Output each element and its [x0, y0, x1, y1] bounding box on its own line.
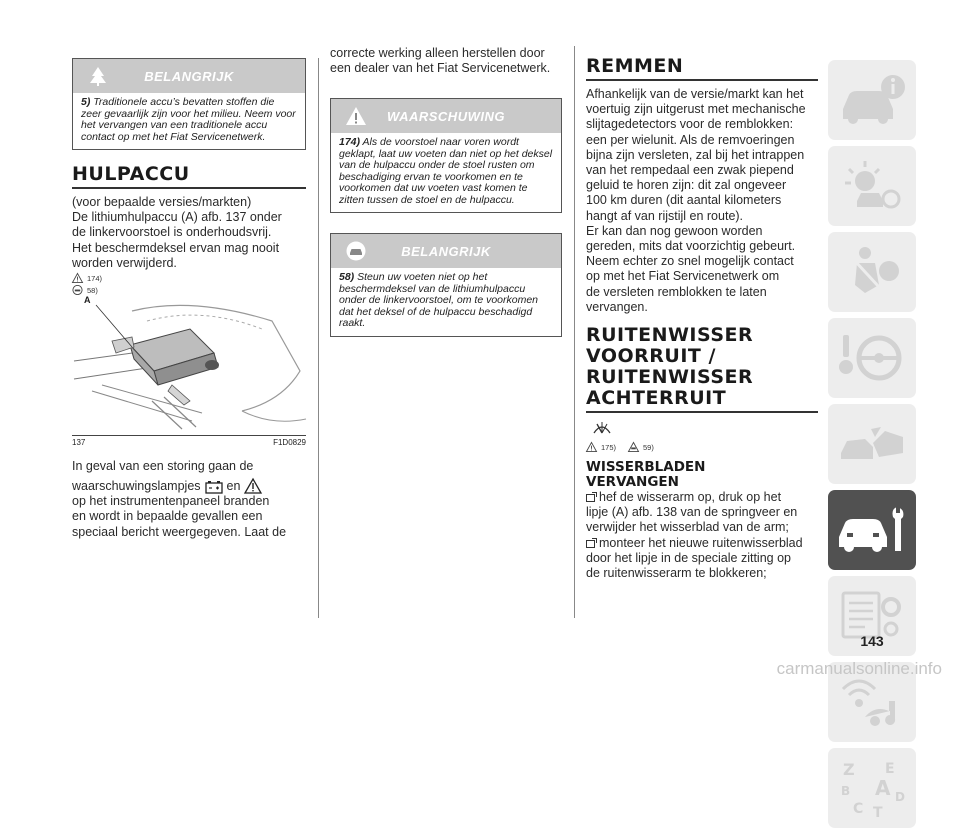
- dealer-paragraph: [330, 46, 562, 76]
- windscreen-wiper-icon: [592, 419, 612, 435]
- heading-rule: [586, 411, 818, 413]
- hulpaccu-fault-paragraph: [72, 459, 306, 540]
- heading-rule: [72, 187, 306, 189]
- text-line: speciaal bericht weergegeven. Laat de: [72, 524, 287, 539]
- text-line: gereden, mits dat voorzichtig gebeurt.: [586, 239, 796, 254]
- car-notice-icon: [345, 240, 367, 262]
- notice-warning-174: [330, 98, 562, 213]
- notice-text: Steun uw voeten niet op het beschermdeksel van de lithiumhulpaccu onder de linkervoorstoel, om te voorkomen dat het deksel of de hulpaccu beschadigd raakt.: [339, 271, 539, 330]
- index-letter: A: [875, 776, 891, 800]
- text-line: worden verwijderd.: [72, 255, 177, 270]
- text-line: hef de wisserarm op, druk op het: [599, 490, 782, 505]
- general-warning-light-icon: [244, 478, 262, 494]
- text-line: de versleten remblokken te laten: [586, 284, 767, 299]
- text-line: 100 km duren (dit aantal kilometers: [586, 193, 782, 208]
- environment-tree-icon: [87, 65, 109, 87]
- subheading-line: VERVANGEN: [586, 474, 679, 491]
- text-line: (voor bepaalde versies/markten): [72, 195, 252, 209]
- index-letter: E: [885, 761, 895, 777]
- notice-body: [331, 268, 561, 336]
- sidebar-item-index[interactable]: [828, 748, 916, 828]
- notice-header: [73, 59, 305, 93]
- remmen-paragraph: [586, 87, 818, 315]
- text-line: en wordt in bepaalde gevallen een: [72, 509, 263, 524]
- sidebar-item-emergency[interactable]: [828, 404, 916, 484]
- reference-important-58[interactable]: [72, 285, 306, 295]
- index-letter: B: [841, 784, 851, 798]
- column-divider-right: [574, 46, 575, 618]
- sidebar-item-safety[interactable]: [828, 232, 916, 312]
- emergency-crash-icon: [835, 413, 909, 475]
- heading-line: ACHTERRUIT: [586, 387, 727, 410]
- bullet-item-1-continued: [586, 505, 818, 535]
- text-line: lipje (A) afb. 138 van de springveer en: [586, 505, 798, 520]
- text-line: monteer het nieuwe ruitenwisserblad: [599, 535, 803, 550]
- heading-rule: [586, 79, 818, 81]
- text-line: een dealer van het Fiat Servicenetwerk.: [330, 61, 551, 76]
- warning-triangle-icon: [345, 105, 367, 127]
- text-line: Afhankelijk van de versie/markt kan het: [586, 87, 804, 101]
- notice-text: Als de voorstoel naar voren wordt geklapt, laat uw voeten dan niet op het deksel van de hulpaccu onder de stoel rusten om beschadiging ervan te voorkomen en te voorkomen dat uw voeten vast komen te zitten tussen de stoel en de hulpaccu.: [339, 136, 553, 206]
- text-line: de linkervoorstoel is onderhoudsvrij.: [72, 225, 272, 240]
- reference-number[interactable]: 59): [643, 442, 654, 452]
- car-info-icon: [835, 69, 909, 131]
- sidebar-item-dashboard[interactable]: [828, 146, 916, 226]
- reference-number[interactable]: 175): [601, 442, 617, 452]
- text-line: op met het Fiat Servicenetwerk om: [586, 269, 780, 284]
- column-2: [330, 46, 562, 351]
- hulpaccu-intro-paragraph: [72, 195, 306, 271]
- index-letter: Z: [843, 760, 855, 779]
- text-line: Het beschermdeksel ervan mag nooit: [72, 240, 280, 255]
- wiper-references: [586, 442, 818, 452]
- sidebar-item-car-info[interactable]: [828, 60, 916, 140]
- text-line: door het lipje in de speciale zitting op: [586, 550, 791, 565]
- text-line: De lithiumhulpaccu (A) afb. 137 onder: [72, 210, 282, 225]
- column-divider-left: [318, 58, 319, 618]
- page-number: 143: [860, 633, 884, 649]
- car-notice-icon: [72, 285, 83, 295]
- multimedia-icon: [835, 671, 909, 733]
- text-line: een per wielunit. Als de remvoeringen: [586, 132, 795, 147]
- index-letter: T: [873, 805, 883, 821]
- text-line: Er kan dan nog gewoon worden: [586, 223, 763, 238]
- notice-header: [331, 234, 561, 268]
- steering-key-icon: [835, 327, 909, 389]
- figure-label-a: A: [84, 295, 91, 306]
- safety-airbag-icon: [835, 241, 909, 303]
- text-line: voertuig zijn uitgerust met mechanische: [586, 102, 806, 117]
- column-1: [72, 58, 306, 540]
- figure-137-auxiliary-battery: [72, 295, 306, 433]
- text-line: op het instrumentenpaneel branden: [72, 494, 270, 509]
- section-heading-hulpaccu: HULPACCU: [72, 163, 190, 185]
- sidebar-item-maintenance[interactable]: [828, 490, 916, 570]
- figure-code: F1D0829: [273, 438, 306, 448]
- text-line: In geval van een storing gaan de: [72, 459, 254, 474]
- warning-triangle-icon: [72, 273, 83, 283]
- bullet-item-1: [586, 490, 818, 505]
- text-line: verwijder het wisserblad van de arm;: [586, 520, 789, 535]
- notice-number: 5): [81, 96, 91, 108]
- battery-warning-light-icon: [205, 480, 223, 494]
- text-line: van het rempedaal een zwak piepend: [586, 163, 794, 178]
- column-3: [586, 56, 818, 581]
- watermark: carmanualsonline.info: [776, 659, 942, 678]
- section-heading-ruitenwisser: [586, 325, 818, 409]
- text-line: de ruitenwisserarm te blokkeren;: [586, 566, 767, 581]
- alphabetical-index-icon: [835, 757, 909, 819]
- subheading-line: WISSERBLADEN: [586, 459, 706, 476]
- notice-title: BELANGRIJK: [144, 68, 234, 84]
- dashboard-lights-icon: [835, 155, 909, 217]
- index-letter: C: [853, 801, 864, 817]
- checkbox-bullet-icon: [586, 494, 595, 502]
- notice-header: [331, 99, 561, 133]
- text-line: geluid te horen zijn: dit zal ongeveer: [586, 178, 787, 193]
- checkbox-bullet-icon: [586, 540, 595, 548]
- notice-body: [73, 93, 305, 149]
- chapter-sidebar: [828, 60, 916, 834]
- sidebar-item-starting-driving[interactable]: [828, 318, 916, 398]
- reference-number: 58): [87, 285, 98, 295]
- text-line: bijna zijn versleten, zal bij het intrappen: [586, 147, 805, 162]
- heading-line: RUITENWISSER: [586, 366, 754, 389]
- text-line: Neem echter zo snel mogelijk contact: [586, 254, 794, 269]
- text-line: vervangen.: [586, 299, 648, 314]
- notice-text: Traditionele accu’s bevatten stoffen die zeer gevaarlijk zijn voor het milieu. Neem voor het vervangen van een traditionele accu contact op met het Fiat Servicenetwerk.: [81, 96, 296, 143]
- warning-triangle-icon[interactable]: [586, 442, 597, 452]
- heading-line: RUITENWISSER: [586, 324, 754, 347]
- notice-number: 58): [339, 271, 355, 284]
- car-maintenance-icon: [835, 499, 909, 561]
- figure-caption: [72, 435, 306, 447]
- subheading-wisserbladen: [586, 460, 818, 490]
- figure-number: 137: [72, 438, 86, 448]
- notice-important-5: [72, 58, 306, 150]
- text-segment: waarschuwingslampjes: [72, 479, 201, 494]
- bullet-item-2: [586, 536, 818, 551]
- battery-illustration: [72, 301, 306, 433]
- bullet-item-2-continued: [586, 551, 818, 581]
- text-segment: en: [226, 479, 241, 494]
- notice-title: WAARSCHUWING: [387, 108, 505, 124]
- text-line: hangt af van rijstijl en route).: [586, 208, 744, 223]
- notice-title: BELANGRIJK: [401, 243, 491, 259]
- heading-line: VOORRUIT /: [586, 345, 716, 368]
- text-line-with-icons: [72, 474, 306, 494]
- text-line: correcte werking alleen herstellen door: [330, 46, 545, 60]
- section-heading-remmen: REMMEN: [586, 55, 684, 77]
- notice-number: 174): [339, 136, 361, 149]
- notice-important-58: [330, 233, 562, 337]
- reference-number: 174): [87, 273, 103, 283]
- notice-body: [331, 133, 561, 212]
- text-line: slijtagedetectors voor de remblokken:: [586, 117, 794, 132]
- car-notice-icon[interactable]: [628, 442, 639, 452]
- reference-warning-174[interactable]: [72, 273, 306, 283]
- index-letter: D: [895, 790, 905, 804]
